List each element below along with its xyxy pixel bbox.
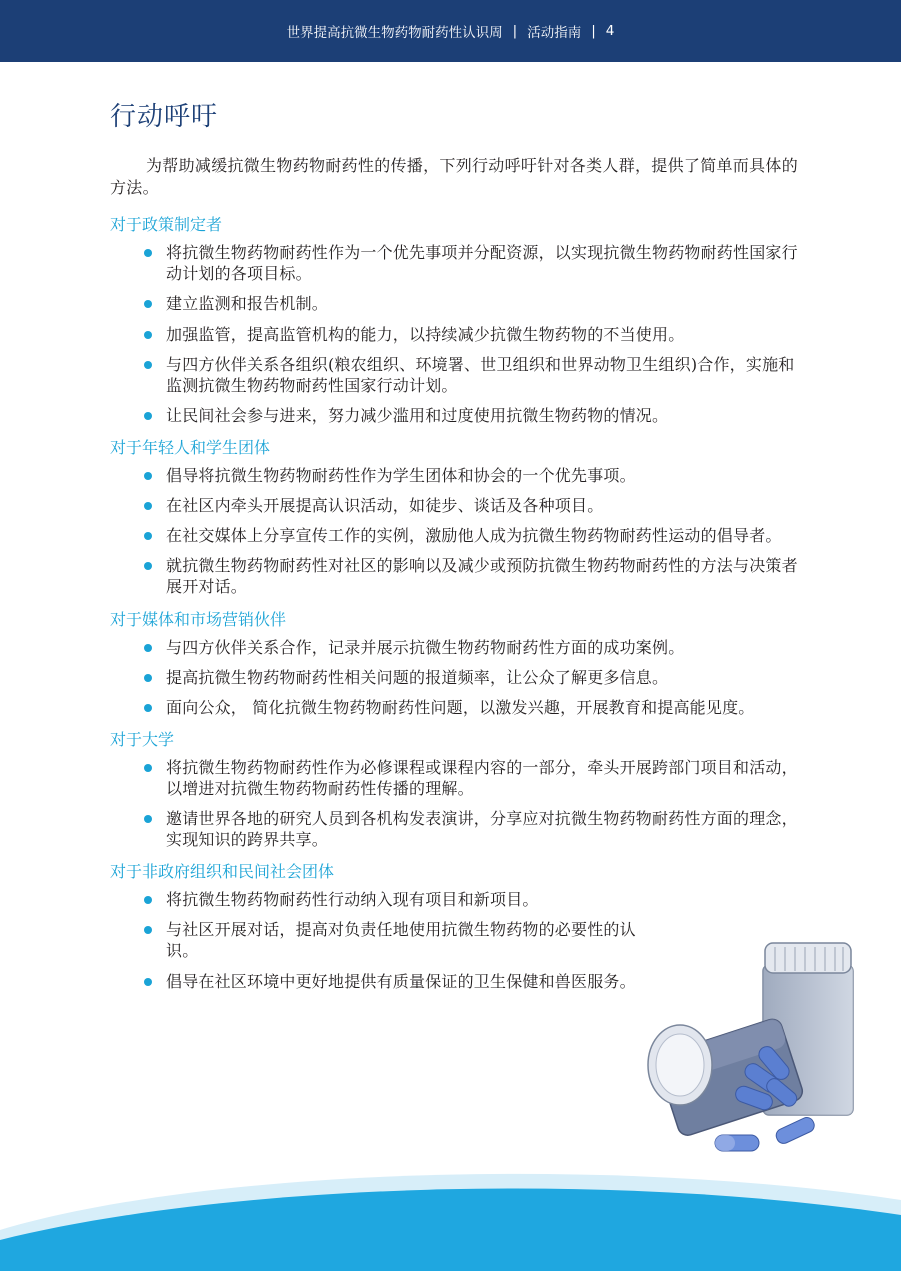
list-item xyxy=(110,293,800,314)
list-item xyxy=(110,525,800,546)
list-item xyxy=(110,324,800,345)
bullet-icon xyxy=(144,674,152,682)
section-heading: 对于非政府组织和民间社会团体 xyxy=(110,862,335,882)
section-heading: 对于大学 xyxy=(110,729,175,749)
bullet-icon xyxy=(144,815,152,823)
bullet-icon xyxy=(144,412,152,420)
list-item-text: 将抗微生物药物耐药性行动纳入现有项目和新项目。 xyxy=(166,890,539,910)
list-item-text: 倡导在社区环境中更好地提供有质量保证的卫生保健和兽医服务。 xyxy=(166,971,636,991)
section-youth xyxy=(110,435,800,598)
bullet-icon xyxy=(144,644,152,652)
header-separator-2: | xyxy=(591,23,596,39)
bullet-icon xyxy=(144,532,152,540)
list-item xyxy=(110,354,800,396)
section-heading: 对于媒体和市场营销伙伴 xyxy=(110,609,287,629)
list-item-text: 将抗微生物药物耐药性作为一个优先事项并分配资源，以实现抗微生物药物耐药性国家行动计划的各项目标。 xyxy=(166,243,798,284)
section-media xyxy=(110,607,800,718)
list-item-text: 就抗微生物药物耐药性对社区的影响以及减少或预防抗微生物药物耐药性的方法与决策者展开对话。 xyxy=(166,556,798,597)
list-item xyxy=(110,757,800,799)
bullet-icon xyxy=(144,926,152,934)
list-item-text: 加强监管，提高监管机构的能力，以持续减少抗微生物药物的不当使用。 xyxy=(166,324,685,344)
footer-wave xyxy=(0,1160,901,1271)
list-item xyxy=(110,495,800,516)
bullet-icon xyxy=(144,472,152,480)
bullet-icon xyxy=(144,764,152,772)
bullet-icon xyxy=(144,704,152,712)
list-item xyxy=(110,808,800,850)
page-title: 行动呼吁 xyxy=(110,102,219,132)
list-item xyxy=(110,889,706,910)
list-item-text: 倡导将抗微生物药物耐药性作为学生团体和协会的一个优先事项。 xyxy=(166,465,636,485)
bullet-list xyxy=(110,465,800,598)
list-item xyxy=(110,971,646,992)
pill-bottle-icon xyxy=(635,935,870,1160)
bullet-icon xyxy=(144,300,152,308)
bullet-icon xyxy=(144,896,152,904)
list-item xyxy=(110,555,800,597)
bullet-icon xyxy=(144,361,152,369)
list-item-text: 在社交媒体上分享宣传工作的实例，激励他人成为抗微生物药物耐药性运动的倡导者。 xyxy=(166,526,782,546)
bullet-list xyxy=(110,637,800,718)
list-item xyxy=(110,667,800,688)
list-item-text: 在社区内牵头开展提高认识活动，如徒步、谈话及各种项目。 xyxy=(166,496,604,516)
list-item-text: 与四方伙伴关系合作，记录并展示抗微生物药物耐药性方面的成功案例。 xyxy=(166,637,685,657)
section-policy xyxy=(110,212,800,426)
bullet-list xyxy=(110,242,800,426)
intro-paragraph: 为帮助减缓抗微生物药物耐药性的传播，下列行动呼吁针对各类人群，提供了简单而具体的方法。 xyxy=(110,156,799,197)
list-item-text: 邀请世界各地的研究人员到各机构发表演讲，分享应对抗微生物药物耐药性方面的理念，实现知识的跨界共享。 xyxy=(166,809,798,850)
list-item xyxy=(110,242,800,284)
list-item-text: 提高抗微生物药物耐药性相关问题的报道频率，让公众了解更多信息。 xyxy=(166,667,669,687)
list-item-text: 让民间社会参与进来，努力减少滥用和过度使用抗微生物药物的情况。 xyxy=(166,405,669,425)
bullet-icon xyxy=(144,562,152,570)
header-title: 世界提高抗微生物药物耐药性认识周 xyxy=(286,25,503,41)
list-item xyxy=(110,637,800,658)
main-content xyxy=(110,96,800,1001)
list-item-text: 建立监测和报告机制。 xyxy=(166,294,329,314)
page-header xyxy=(0,0,901,62)
list-item xyxy=(110,405,800,426)
list-item-text: 与四方伙伴关系各组织(粮农组织、环境署、世卫组织和世界动物卫生组织)合作，实施和监测抗微生物药物耐药性国家行动计划。 xyxy=(166,354,795,395)
section-heading: 对于政策制定者 xyxy=(110,215,223,235)
list-item xyxy=(110,465,800,486)
list-item-text: 面向公众， 简化抗微生物药物耐药性问题，以激发兴趣，开展教育和提高能见度。 xyxy=(166,697,755,717)
bullet-icon xyxy=(144,978,152,986)
list-item-text: 将抗微生物药物耐药性作为必修课程或课程内容的一部分，牵头开展跨部门项目和活动，以增进对抗微生物药物耐药性传播的理解。 xyxy=(166,757,798,798)
list-item xyxy=(110,697,800,718)
section-universities xyxy=(110,727,800,850)
list-item-text: 与社区开展对话，提高对负责任地使用抗微生物药物的必要性的认识。 xyxy=(166,920,636,961)
list-item xyxy=(110,919,646,961)
bullet-icon xyxy=(144,249,152,257)
section-heading: 对于年轻人和学生团体 xyxy=(110,437,271,457)
bullet-icon xyxy=(144,331,152,339)
bullet-icon xyxy=(144,502,152,510)
page-number: 4 xyxy=(605,23,615,39)
header-separator: | xyxy=(512,23,518,39)
bullet-list xyxy=(110,757,800,850)
header-subtitle: 活动指南 xyxy=(527,25,582,41)
